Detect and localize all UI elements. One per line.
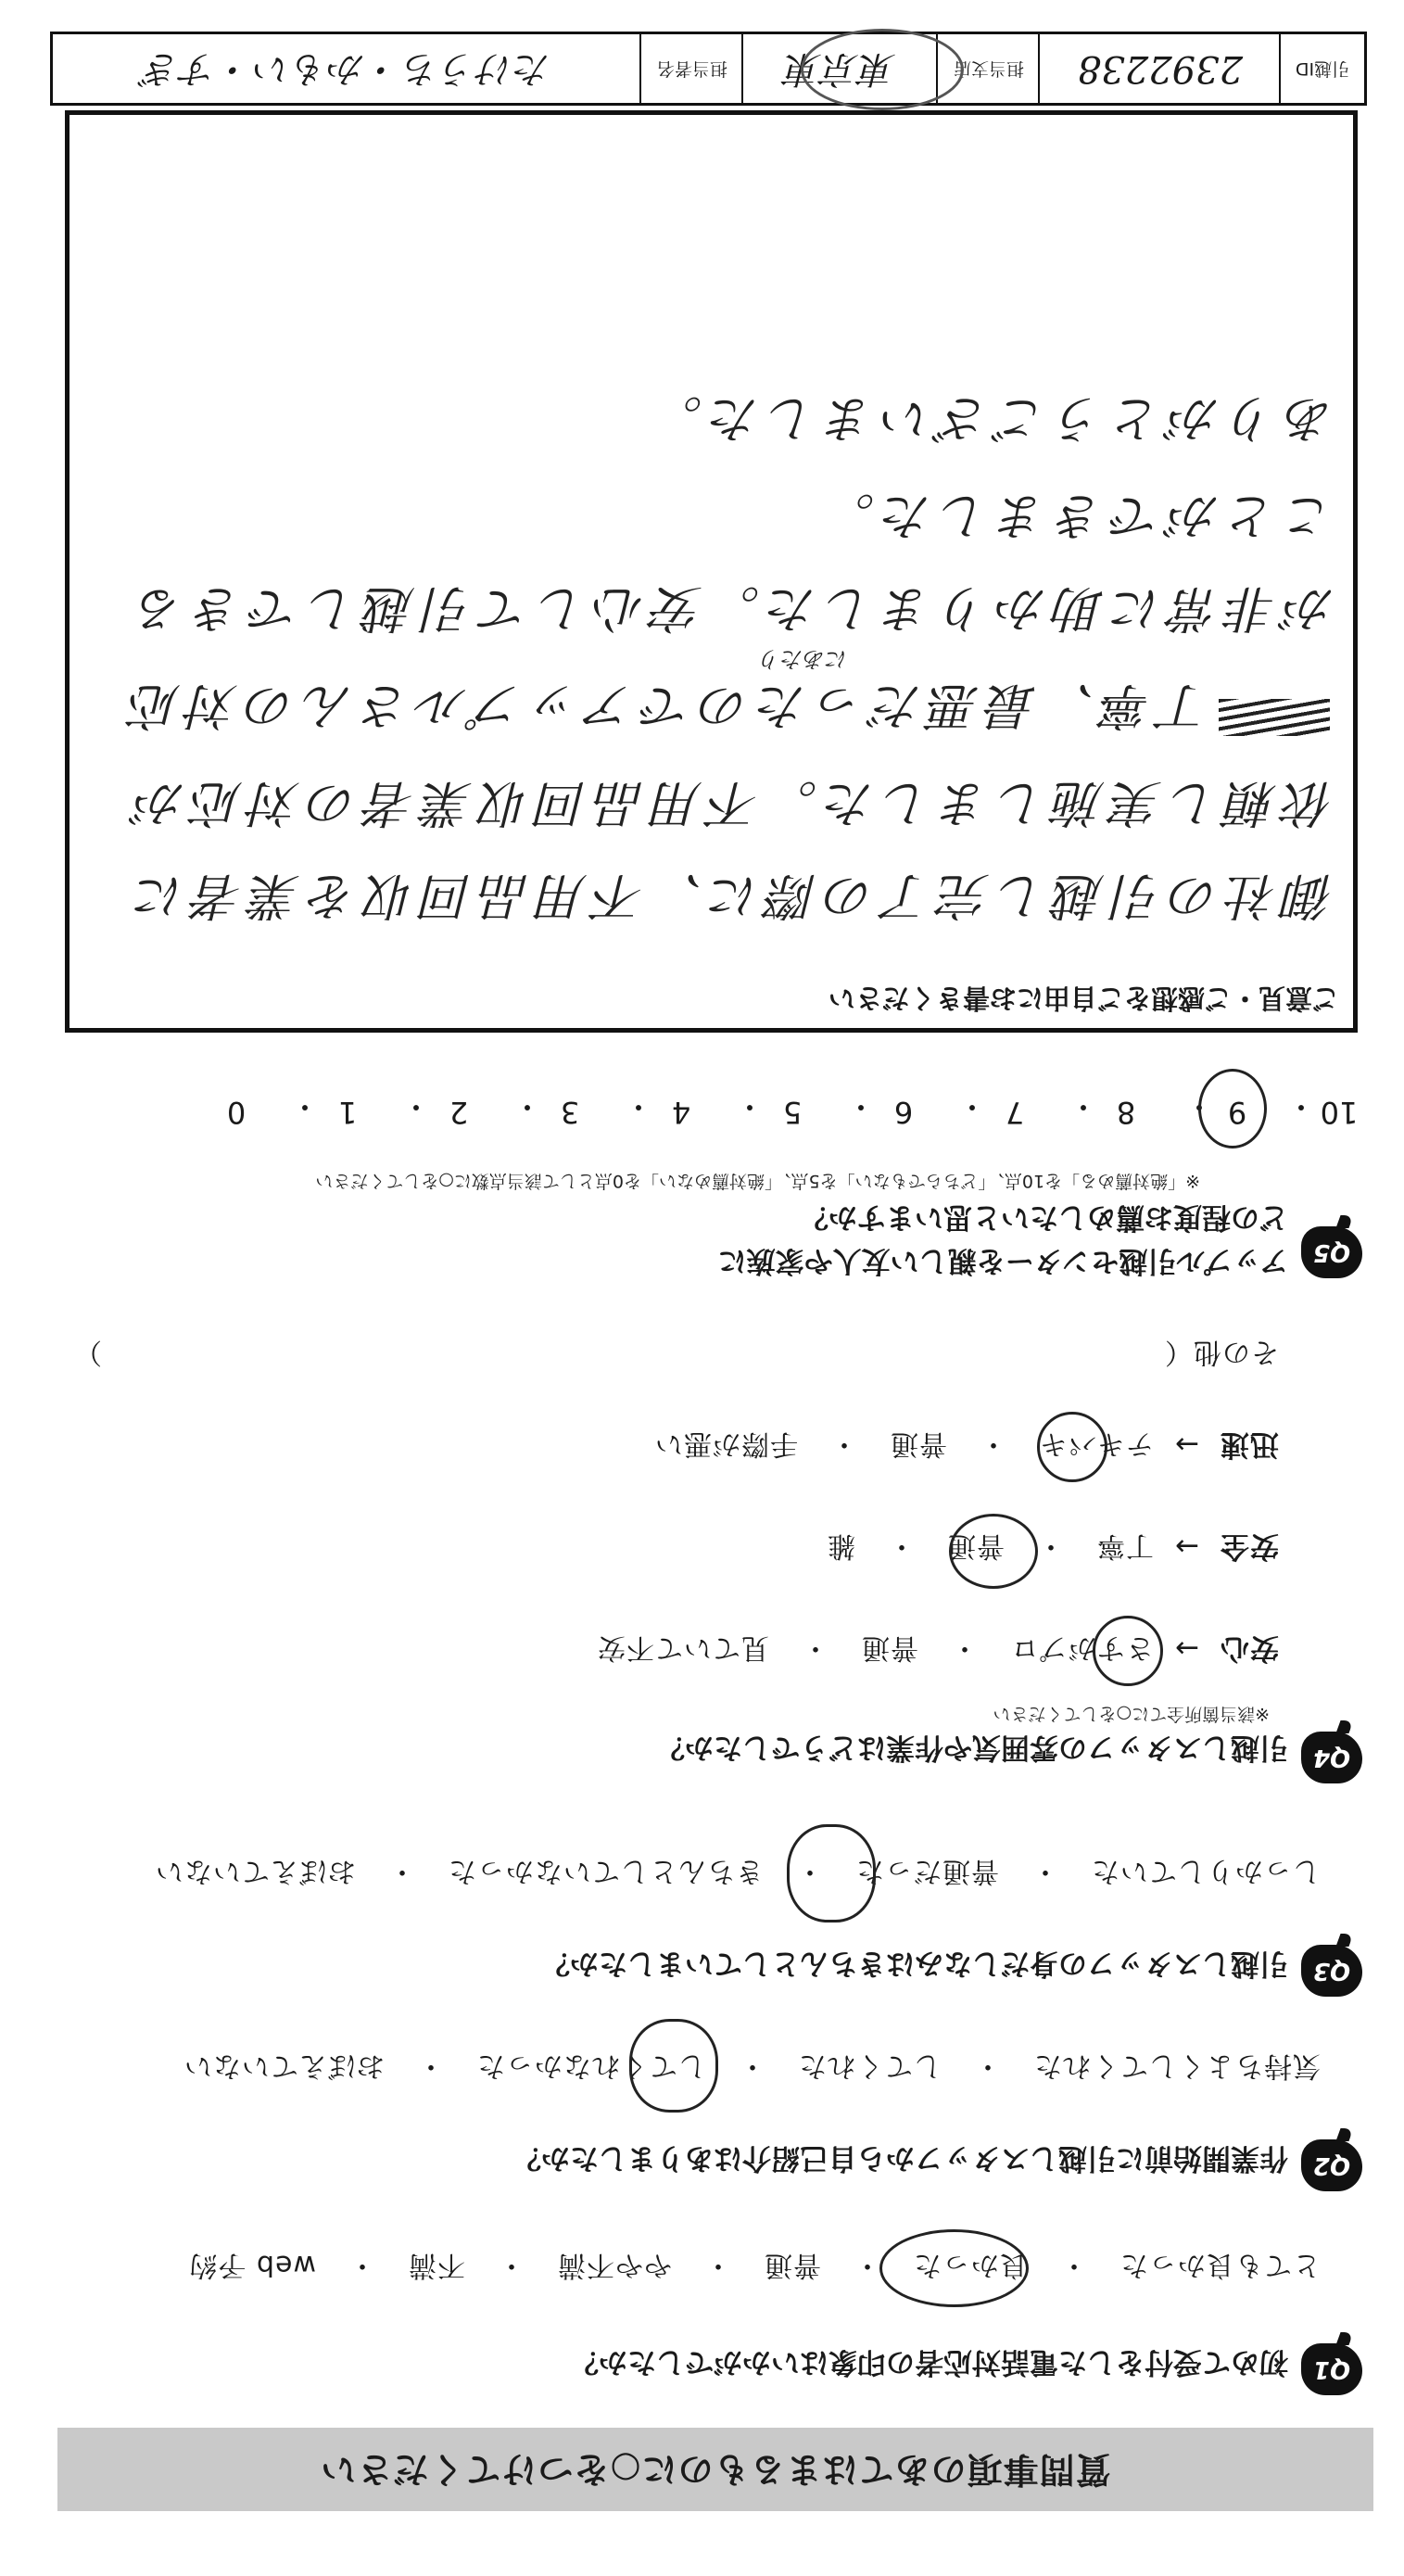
q1-options: とても良かった・良かった・普通・やや不満・不満・web 予約 — [188, 2248, 1321, 2289]
q5-scale-7[interactable]: 7 — [1005, 1095, 1025, 1130]
q4-question: 引越しスタッフの雰囲気や作業はどうでしたか？ — [656, 1731, 1288, 1764]
q4-other — [1164, 1335, 1279, 1376]
q5-question-line2: どの程度お薦めしたいと思いますか？ — [800, 1200, 1288, 1234]
q4-note: ※該当箇所全てに○をしてください — [993, 1704, 1270, 1724]
q5-scale-8[interactable]: 8 — [1116, 1095, 1136, 1130]
q4-other-label: その他（ — [1164, 1336, 1279, 1368]
q4-jinsoku-option-3[interactable]: 手際が悪い — [654, 1428, 799, 1460]
q5-badge — [1301, 1226, 1362, 1278]
footer-staff-value: たけうち・かもい・すぎ — [143, 47, 551, 90]
q2-selection-circle — [629, 2019, 718, 2113]
comment-line-1: 御社の引越し完了の際に、不用品回収を業者に — [128, 867, 1334, 925]
q1-badge — [1301, 2343, 1362, 2395]
q4-jinsoku-option-2[interactable]: 普通 — [890, 1428, 948, 1460]
q1-option-5[interactable]: 不満 — [408, 2249, 465, 2281]
q5-question-line1: アップル引越センターを親しい友人や家族に — [717, 1244, 1288, 1277]
q4-row-jinsoku: 迅速→テキパキ・普通・手際が悪い — [654, 1427, 1279, 1468]
q3-option-4[interactable]: おぼえていない — [155, 1855, 356, 1887]
q5-note: ※「絶対薦める」を10点、「どちらでもない」を5点、「絶対薦めない」を0点として該当点数に○をしてください — [315, 1171, 1200, 1191]
instruction-banner — [57, 2428, 1373, 2511]
q2-question: 作業開始前に引越しスタッフから自己紹介はありましたか？ — [512, 2141, 1288, 2175]
comment-line-6: ありがとうございました。 — [645, 389, 1334, 448]
q5-label: Q5 — [1312, 1238, 1351, 1266]
q4-row-label-anzen: 安全 — [1220, 1529, 1279, 1563]
q4-anshin-selection-circle — [1093, 1616, 1163, 1686]
footer-id-label: 引越ID — [1279, 34, 1364, 103]
q5-scale-1[interactable]: 1 — [337, 1095, 358, 1130]
q1-option-4[interactable]: やや不満 — [557, 2249, 672, 2281]
q4-label: Q4 — [1312, 1744, 1351, 1771]
q2-options: 気持ちよくしてくれた・してくれた・してくれなかった・おぼえていない — [183, 2049, 1321, 2089]
scribble-strikeout — [1219, 699, 1330, 736]
q3-selection-circle — [787, 1824, 876, 1922]
q4-jinsoku-option-1[interactable]: テキパキ — [1039, 1428, 1155, 1460]
q4-row-anzen: 安全→丁寧・普通・雑 — [827, 1529, 1279, 1570]
q2-option-3[interactable]: してくれなかった — [476, 2049, 706, 2082]
footer-id-value: 2392238 — [1038, 34, 1281, 103]
q1-option-6[interactable]: web 予約 — [188, 2249, 316, 2281]
q4-badge — [1301, 1732, 1362, 1783]
q5-scale-4[interactable]: 4 — [671, 1095, 691, 1130]
q4-anshin-option-1[interactable]: さすがプロ — [1010, 1631, 1155, 1664]
q4-row-label-anshin: 安心 — [1220, 1631, 1279, 1665]
q5-scale-10[interactable]: 10 — [1320, 1095, 1359, 1130]
q2-option-2[interactable]: してくれた — [798, 2049, 942, 2082]
q4-anzen-option-3[interactable]: 雑 — [827, 1529, 856, 1562]
q4-anzen-option-1[interactable]: 丁寧 — [1096, 1529, 1155, 1562]
footer-table — [50, 32, 1367, 106]
q4-other-close: ） — [73, 1336, 102, 1368]
q4-row-anshin: 安心→さすがプロ・普通・見ていて不安 — [597, 1631, 1279, 1672]
q5-scale-9[interactable]: 9 — [1227, 1095, 1247, 1130]
q3-option-2[interactable]: 普通だった — [855, 1855, 999, 1887]
q1-option-2[interactable]: 良かった — [913, 2249, 1028, 2281]
q3-question: 引越しスタッフの身だしなみはきちんとしていましたか？ — [541, 1947, 1288, 1980]
footer-staff-label: 担当者名 — [639, 34, 743, 103]
q3-option-1[interactable]: しっかりしていた — [1091, 1855, 1321, 1887]
footer-branch-label: 担当支店 — [936, 34, 1040, 103]
q5-scale-6[interactable]: 6 — [893, 1095, 914, 1130]
q1-selection-circle — [879, 2229, 1029, 2307]
footer-branch-value: 東京東 — [741, 34, 938, 103]
q3-options: しっかりしていた・普通だった・きちんとしていなかった・おぼえていない — [155, 1854, 1321, 1895]
q4-jinsoku-selection-circle — [1037, 1412, 1107, 1482]
q4-anzen-option-2[interactable]: 普通 — [947, 1529, 1006, 1562]
survey-page: 質問事項のあてはまるものに○をつけてください Q1 初めて受付をした電話対応者の印象はいかがでしたか？ とても良かった・良かった・普通・やや不満・不満・web 予約 Q2 作業開始前に引越しスタッフから自己紹介はありましたか？ 気持ちよくしてくれた・してくれた・してくれなかった・おぼえていない Q3 引越しスタッフの身だしなみはきちんとしていましたか？ しっかりしていた・普通だった・きちんとしていなかった・おぼえていない Q4 引越しスタッフの雰囲気や作業はどうでしたか？ ※該当箇所全てに○をしてください 安心→さすがプロ・普通・見ていて不安 安全→丁寧・普通・雑 迅速→テキパキ・普通・手際が悪い その他（ ） Q5 アップル引越センターを親しい友人や家族に どの程度お薦めしたいと思いますか？ ※「絶対薦める」を10点、「どちらでもない」を5点、「絶対薦めない」を0点として該当点数に○をしてください 10 ・ 9 ・ 8 ・ 7 ・ 6 ・ 5 ・ 4 ・ 3 ・ 2 ・ 1 ・ 0 ご意見・ご感想をご自由にお書きください 御社の引越し完了の際に、不用品回収を業者に 依頼し実施しました。不用品回収業者の対応が 丁寧、最悪だったのでアップルさんの対応 にあたり が非常に助かりました。安心して引越しできる ことができました。 ありがとうございました。 引越ID 2392238 担当支店 東京東 担当者名 たけうち・かもい・すぎ — [0, 0, 1404, 2576]
q1-label: Q1 — [1312, 2355, 1351, 2383]
q4-anshin-option-3[interactable]: 見ていて不安 — [597, 1631, 770, 1664]
q2-option-4[interactable]: おぼえていない — [183, 2049, 385, 2082]
comment-line-5: ことができました。 — [817, 487, 1334, 545]
q5-scale-0[interactable]: 0 — [226, 1095, 247, 1130]
comment-line-3: 丁寧、最悪だったのでアップルさんの対応 — [122, 677, 1209, 735]
branch-stamp-circle — [801, 29, 964, 110]
q1-option-3[interactable]: 普通 — [764, 2249, 821, 2281]
comment-line-2: 依頼し実施しました。不用品回収業者の対応が — [128, 774, 1334, 832]
q2-option-1[interactable]: 気持ちよくしてくれた — [1033, 2049, 1321, 2082]
comment-insertion-note: にあたり — [759, 646, 848, 672]
q1-option-1[interactable]: とても良かった — [1119, 2249, 1321, 2281]
q1-question: 初めて受付をした電話対応者の印象はいかがでしたか？ — [570, 2345, 1288, 2379]
q4-anshin-option-2[interactable]: 普通 — [861, 1631, 919, 1664]
q3-option-3[interactable]: きちんとしていなかった — [448, 1855, 764, 1887]
q5-scale-3[interactable]: 3 — [560, 1095, 580, 1130]
q5-scale-2[interactable]: 2 — [449, 1095, 469, 1130]
instruction-banner-text: 質問事項のあてはまるものに○をつけてください — [320, 2449, 1111, 2490]
q4-anzen-selection-circle — [949, 1514, 1038, 1589]
q3-label: Q3 — [1312, 1957, 1351, 1985]
q2-label: Q2 — [1312, 2151, 1351, 2179]
q3-badge — [1301, 1945, 1362, 1997]
q5-selection-circle — [1198, 1069, 1267, 1148]
q4-row-label-jinsoku: 迅速 — [1220, 1428, 1279, 1461]
q5-scale-5[interactable]: 5 — [782, 1095, 803, 1130]
q2-badge — [1301, 2139, 1362, 2191]
comment-title: ご意見・ご感想をご自由にお書きください — [828, 983, 1339, 1014]
comment-line-4: が非常に助かりました。安心して引越しできる — [128, 579, 1334, 638]
